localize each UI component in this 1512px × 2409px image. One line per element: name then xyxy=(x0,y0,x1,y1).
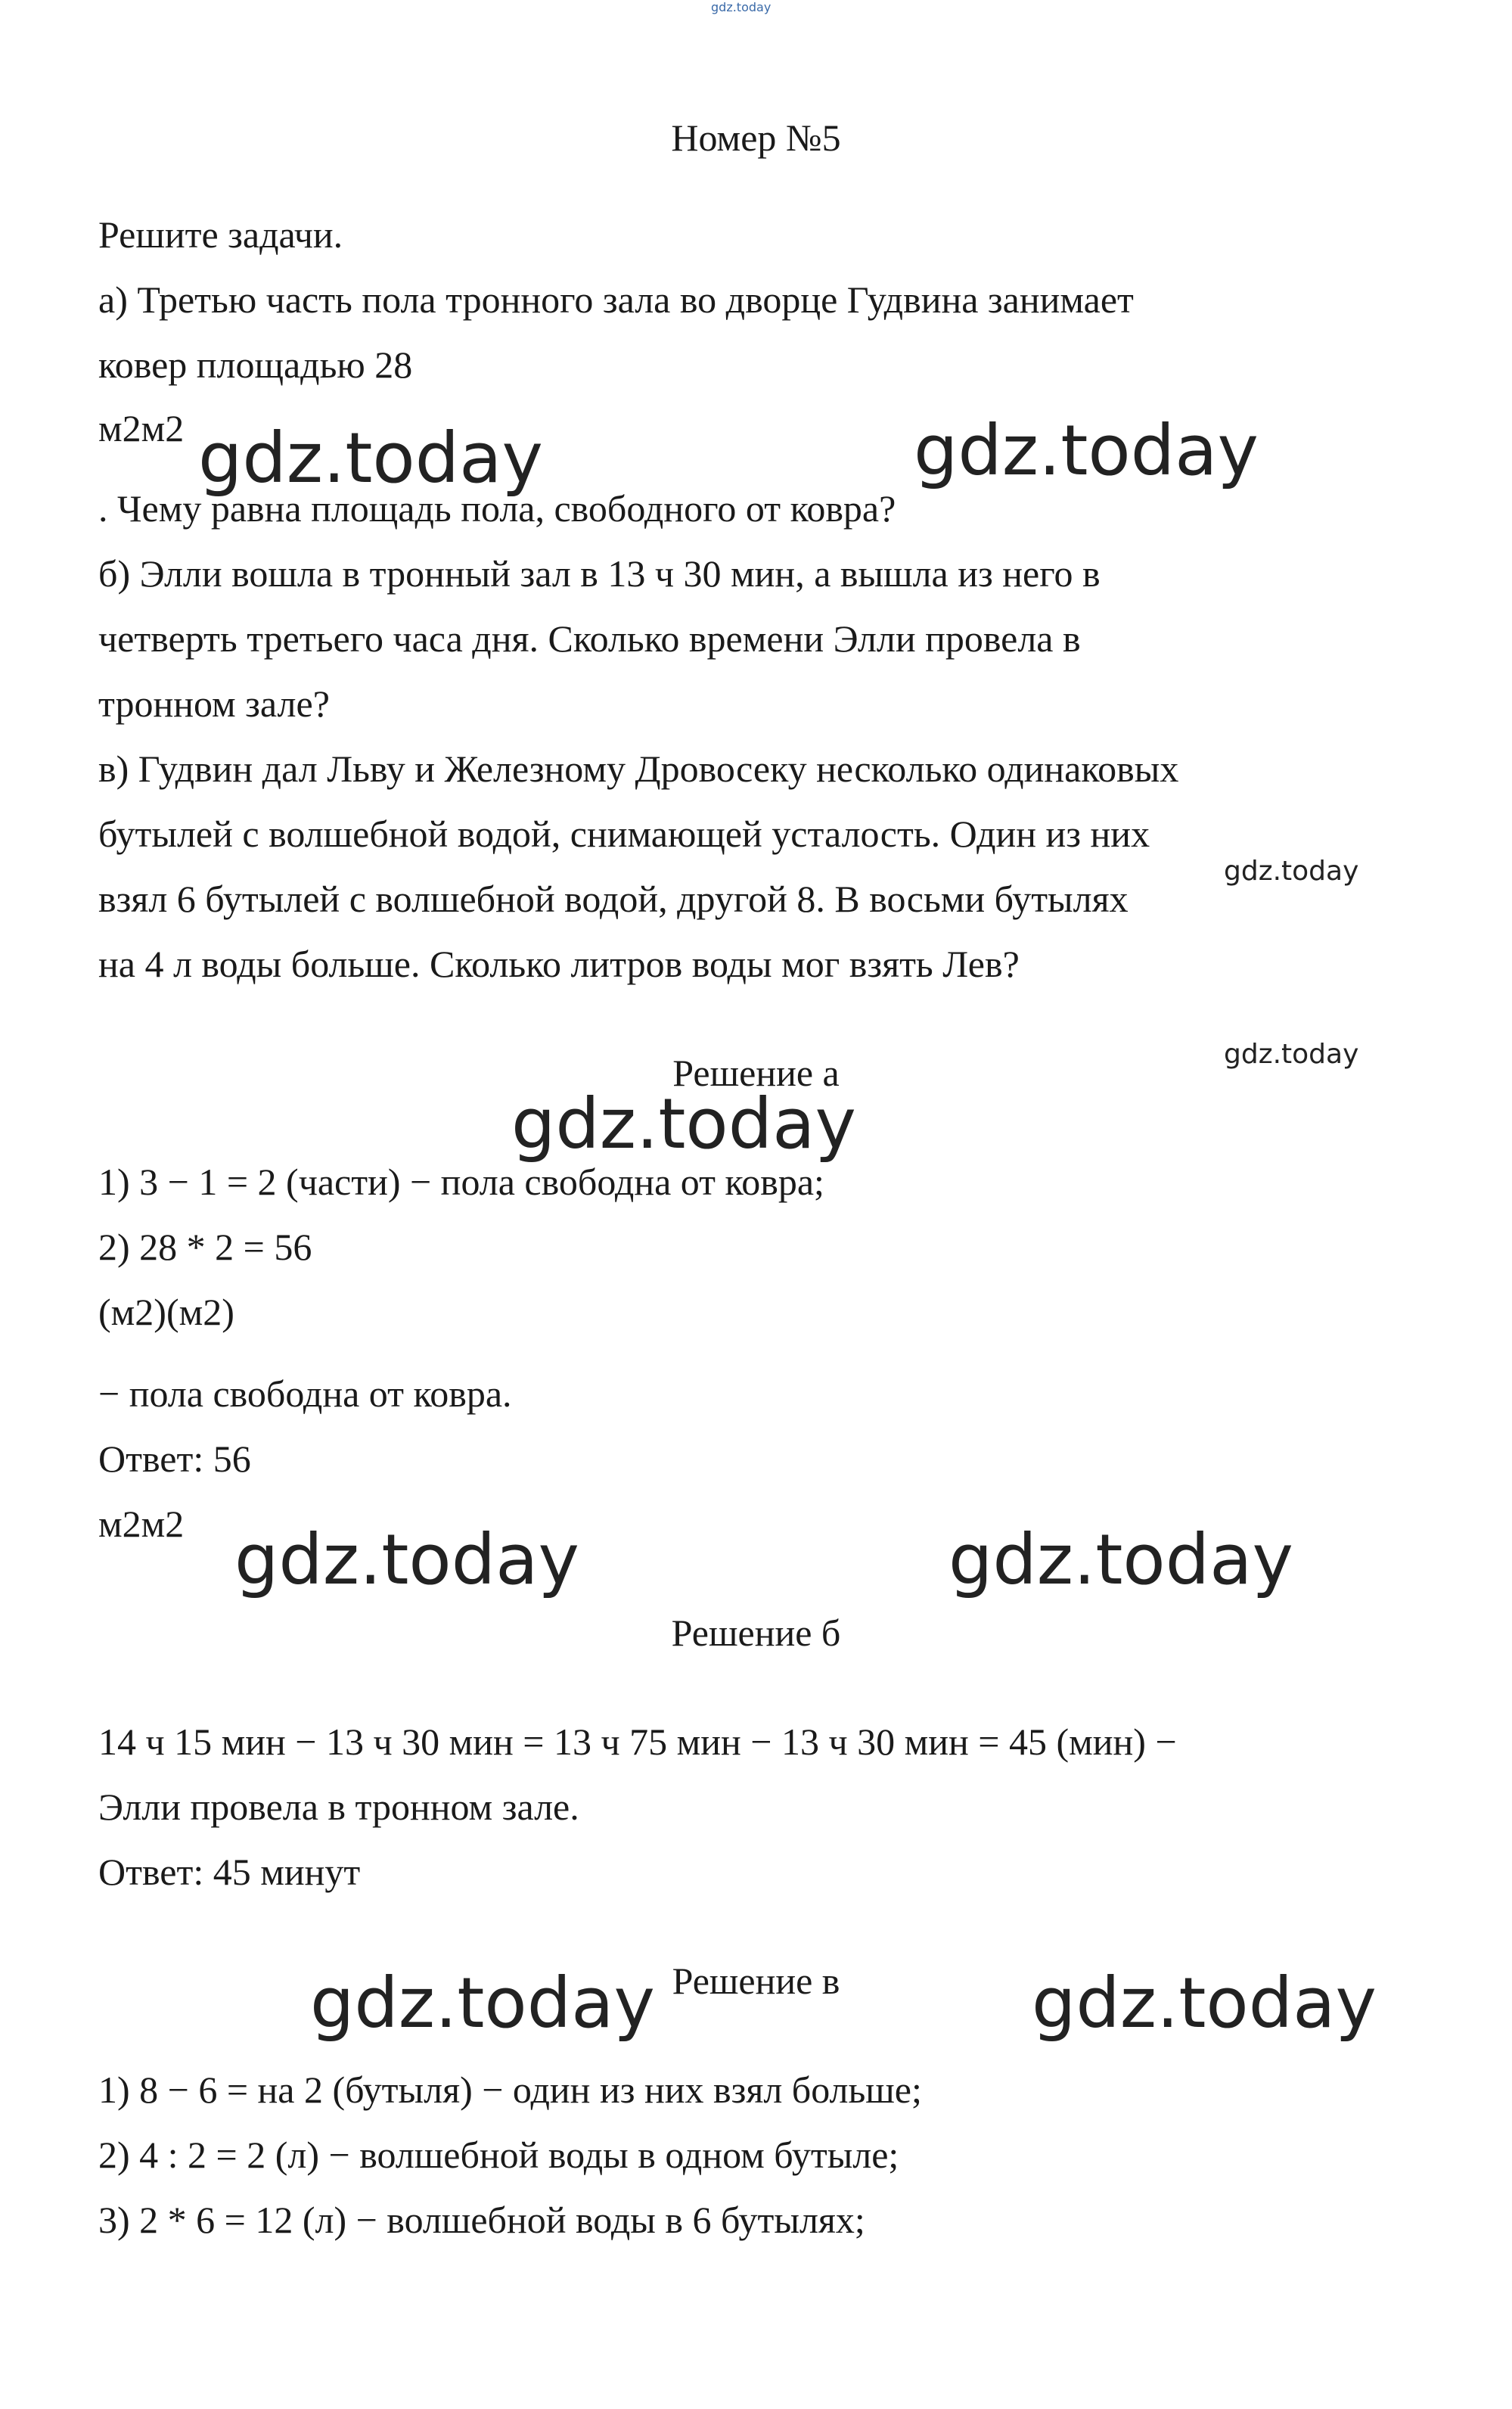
solution-a-line: 2) 28 * 2 = 56 xyxy=(98,1226,312,1268)
watermark: gdz.today xyxy=(310,1963,655,2044)
solution-b-line: Элли провела в тронном зале. xyxy=(98,1786,579,1828)
task-c-line: бутылей с волшебной водой, снимающей усталость. Один из них xyxy=(98,813,1150,855)
watermark: gdz.today xyxy=(1032,1963,1377,2044)
site-mark: gdz.today xyxy=(711,0,772,14)
solution-a-answer: Ответ: 56 xyxy=(98,1438,251,1480)
solution-a-line: − пола свободна от ковра. xyxy=(98,1372,512,1415)
solution-a-line: 1) 3 − 1 = 2 (части) − пола свободна от ковра; xyxy=(98,1161,824,1203)
solution-c-heading: Решение в xyxy=(672,1960,840,2002)
watermark: gdz.today xyxy=(511,1083,856,1164)
task-a-line: а) Третью часть пола тронного зала во дворце Гудвина занимает xyxy=(98,278,1134,321)
solution-a-unit: (м2)(м2) xyxy=(98,1291,234,1333)
page-title: Номер №5 xyxy=(671,117,841,159)
task-b-line: б) Элли вошла в тронный зал в 13 ч 30 мин, а вышла из него в xyxy=(98,552,1101,595)
watermark: gdz.today xyxy=(198,418,543,499)
watermark: gdz.today xyxy=(1224,856,1359,887)
solution-b-answer: Ответ: 45 минут xyxy=(98,1851,361,1893)
task-b-line: четверть третьего часа дня. Сколько времени Элли провела в xyxy=(98,617,1081,660)
task-a-line: ковер площадью 28 xyxy=(98,343,413,386)
solution-b-line: 14 ч 15 мин − 13 ч 30 мин = 13 ч 75 мин − 13 ч 30 мин = 45 (мин) − xyxy=(98,1720,1177,1763)
task-b-line: тронном зале? xyxy=(98,682,330,725)
watermark: gdz.today xyxy=(948,1519,1293,1600)
solution-b-heading: Решение б xyxy=(671,1612,841,1654)
solution-c-line: 3) 2 * 6 = 12 (л) − волшебной воды в 6 бутылях; xyxy=(98,2199,865,2241)
task-c-line: взял 6 бутылей с волшебной водой, другой 8. В восьми бутылях xyxy=(98,878,1129,920)
watermark: gdz.today xyxy=(234,1519,579,1600)
watermark: gdz.today xyxy=(1224,1039,1359,1070)
solution-a-heading: Решение а xyxy=(672,1052,840,1094)
solution-c-line: 2) 4 : 2 = 2 (л) − волшебной воды в одном бутыле; xyxy=(98,2134,899,2176)
task-c-line: в) Гудвин дал Льву и Железному Дровосеку несколько одинаковых xyxy=(98,748,1179,790)
solution-a-unit: м2м2 xyxy=(98,1503,185,1545)
watermark: gdz.today xyxy=(914,410,1259,491)
task-intro: Решите задачи. xyxy=(98,213,343,256)
task-a-unit: м2м2 xyxy=(98,407,185,449)
task-c-line: на 4 л воды больше. Сколько литров воды мог взять Лев? xyxy=(98,943,1020,985)
task-a-line: . Чему равна площадь пола, свободного от ковра? xyxy=(98,487,896,530)
solution-c-line: 1) 8 − 6 = на 2 (бутыля) − один из них взял больше; xyxy=(98,2069,922,2111)
